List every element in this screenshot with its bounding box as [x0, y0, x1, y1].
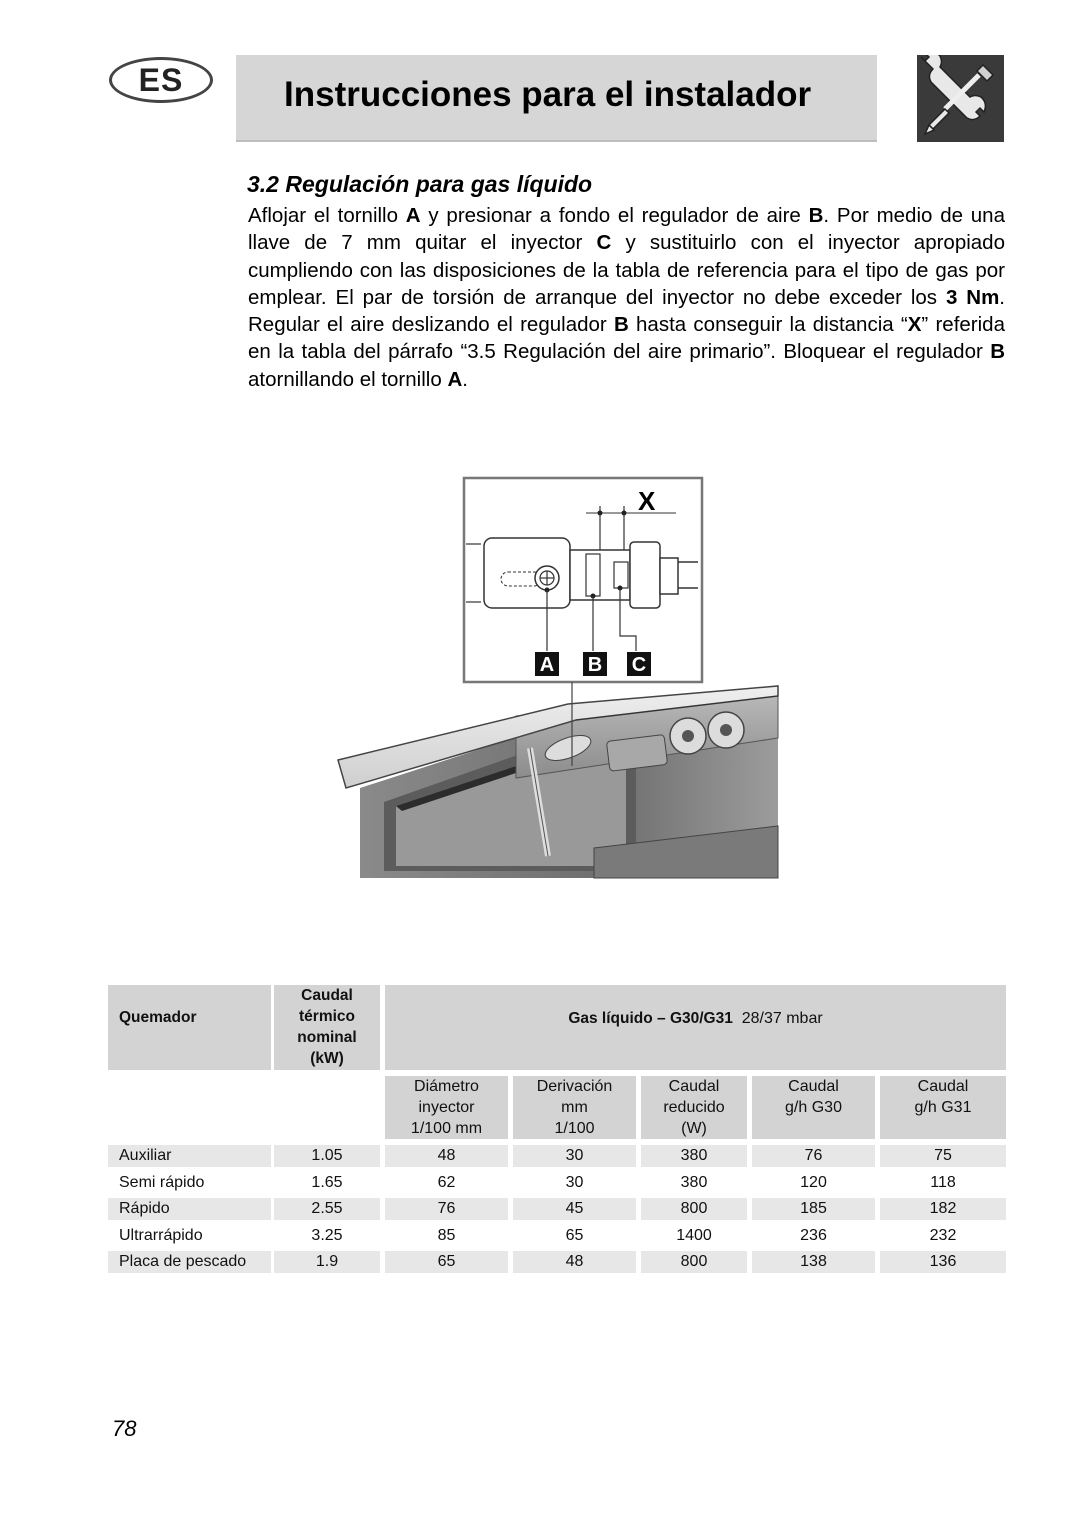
header-power: Caudal térmico nominal (kW): [274, 985, 380, 1070]
table-cell-rate-g30: 236: [800, 1226, 827, 1244]
instruction-paragraph: Aflojar el tornillo A y presionar a fondo el regulador de aire B. Por medio de una llave de 7 mm quitar el inyector C y sustituirlo con el inyector apropiado cumpliendo con las disposiciones de la tabla de referencia para el tipo de gas por emplear. El par de torsión de arranque del inyector no debe exceder los 3 Nm. Regular el aire deslizando el regulador B hasta conseguir la distancia “X” referida en la tabla del párrafo “3.5 Regulación del aire primario”. Bloquear el regulador B atornillando el tornillo A.: [248, 204, 1005, 391]
table-cell-injector-diameter: 85: [437, 1226, 456, 1244]
header-burner: Quemador: [108, 985, 271, 1070]
wrench-screwdriver-icon: [917, 55, 1004, 142]
table-cell-bypass: 65: [565, 1226, 584, 1244]
table-cell-rate-g30: 138: [752, 1251, 875, 1273]
table-cell-injector-diameter: 65: [385, 1251, 508, 1273]
table-cell-reduced-rate: 1400: [676, 1226, 712, 1244]
table-cell-injector-diameter: 76: [385, 1198, 508, 1220]
table-cell-reduced-rate: 380: [641, 1145, 747, 1167]
table-cell-bypass: 45: [513, 1198, 636, 1220]
table-cell-bypass: 30: [513, 1145, 636, 1167]
table-cell-rate-g31: 75: [880, 1145, 1006, 1167]
subheader-rate-g30: Caudal g/h G30: [752, 1076, 875, 1139]
callout-b: B: [587, 654, 603, 676]
table-cell-reduced-rate: 800: [641, 1198, 747, 1220]
table-cell-bypass: 48: [513, 1251, 636, 1273]
table-cell-rate-g30: 185: [752, 1198, 875, 1220]
subheader-rate-g31: Caudal g/h G31: [880, 1076, 1006, 1139]
subheader-reduced-rate: Caudal reducido (W): [641, 1076, 747, 1139]
table-cell-power-kw: 1.05: [274, 1145, 380, 1167]
table-cell-power-kw: 2.55: [274, 1198, 380, 1220]
table-cell-rate-g31: 136: [880, 1251, 1006, 1273]
table-cell-rate-g31: 232: [929, 1226, 957, 1244]
header-gas-type: Gas líquido – G30/G31 28/37 mbar: [385, 985, 1006, 1070]
section-title: 3.2 Regulación para gas líquido: [247, 171, 593, 197]
table-cell-rate-g30: 120: [800, 1173, 827, 1191]
table-cell-power-kw: 3.25: [311, 1226, 343, 1244]
subheader-bypass: Derivación mm 1/100: [513, 1076, 636, 1139]
table-cell-burner-name: Auxiliar: [108, 1145, 271, 1167]
callout-c: C: [631, 654, 647, 676]
table-cell-burner-name: Rápido: [108, 1198, 271, 1220]
table-cell-burner-name: Ultrarrápido: [119, 1226, 203, 1244]
table-cell-power-kw: 1.65: [311, 1173, 343, 1191]
header-bar: [236, 55, 877, 142]
table-cell-injector-diameter: 62: [437, 1173, 456, 1191]
table-cell-injector-diameter: 48: [385, 1145, 508, 1167]
dimension-x-label: X: [638, 486, 656, 516]
table-cell-rate-g31: 118: [930, 1173, 956, 1191]
table-cell-rate-g31: 182: [880, 1198, 1006, 1220]
language-code: ES: [138, 61, 184, 98]
table-cell-rate-g30: 76: [752, 1145, 875, 1167]
language-badge: [109, 57, 213, 103]
table-cell-burner-name: Placa de pescado: [108, 1251, 271, 1273]
injector-adjustment-figure: [336, 476, 781, 881]
page-title: Instrucciones para el instalador: [284, 75, 812, 114]
table-cell-reduced-rate: 380: [680, 1173, 708, 1191]
subheader-injector-diameter: Diámetro inyector 1/100 mm: [385, 1076, 508, 1139]
table-cell-burner-name: Semi rápido: [119, 1173, 205, 1191]
table-cell-power-kw: 1.9: [274, 1251, 380, 1273]
oven-illustration: [338, 682, 778, 878]
table-cell-reduced-rate: 800: [641, 1251, 747, 1273]
page-number: 78: [112, 1416, 137, 1441]
table-cell-bypass: 30: [565, 1173, 584, 1191]
callout-a: A: [539, 654, 555, 676]
